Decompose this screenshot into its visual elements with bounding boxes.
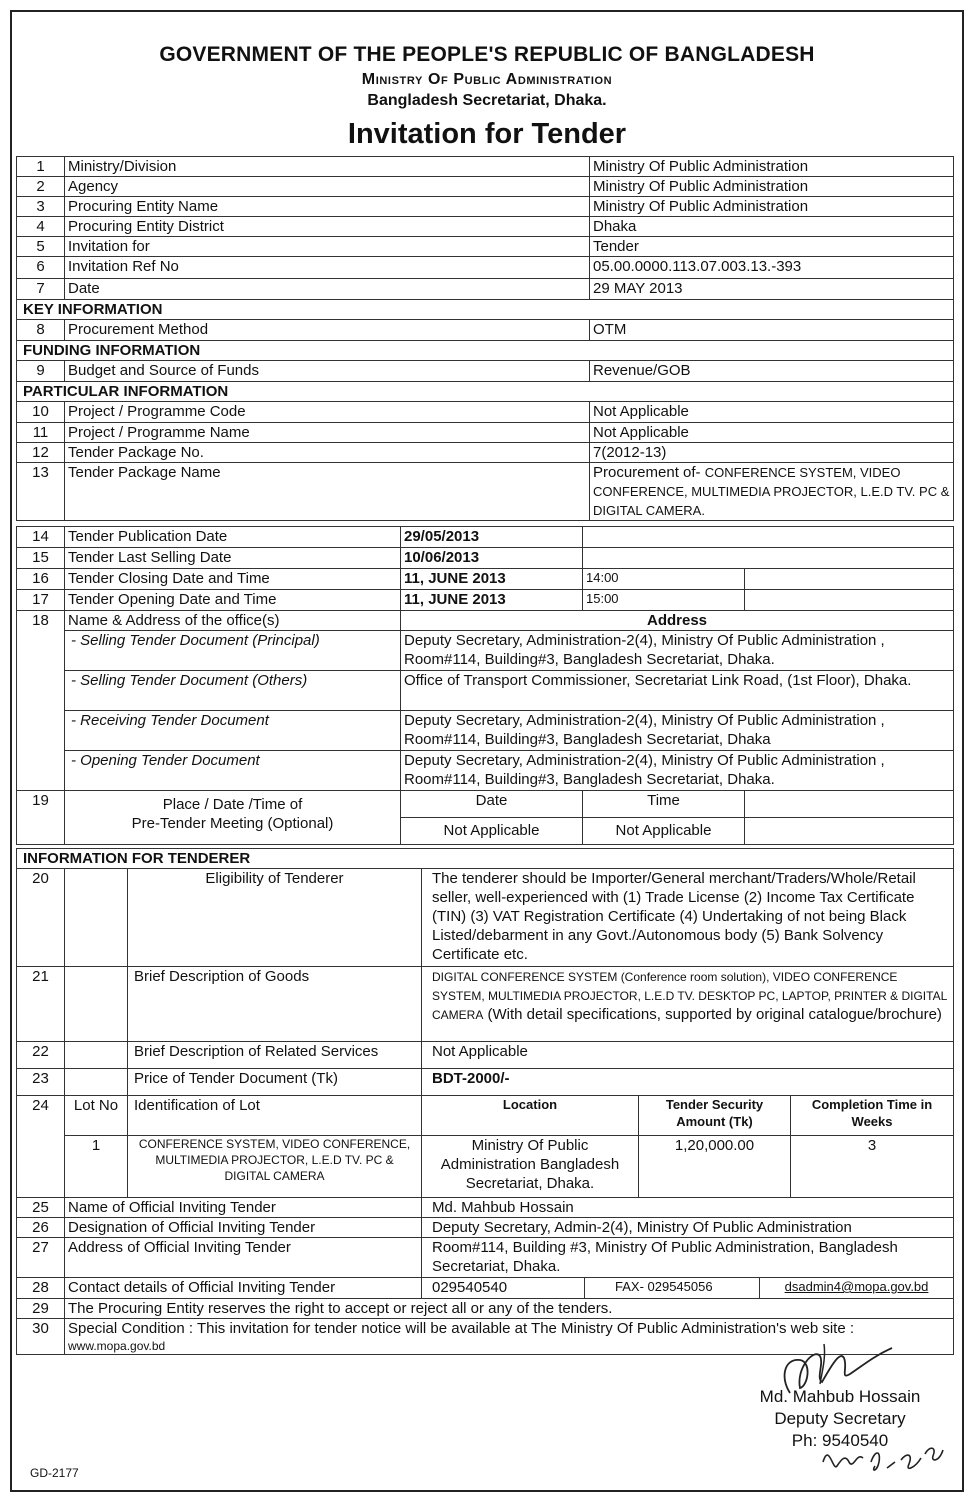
date-value: 10/06/2013	[401, 548, 583, 569]
field-value: Deputy Secretary, Admin-2(4), Ministry Of Public Administration	[422, 1218, 954, 1238]
address-header: Address	[401, 611, 954, 631]
table-row	[17, 590, 954, 611]
field-label: Project / Programme Name	[65, 423, 590, 443]
table-row	[17, 1042, 954, 1069]
field-value: OTM	[590, 320, 954, 341]
row-number: 2	[17, 177, 65, 197]
table-row	[17, 671, 954, 711]
contact-fax: FAX- 029545056	[585, 1278, 760, 1299]
field-label: Brief Description of Goods	[128, 967, 422, 1042]
row-number: 13	[17, 463, 65, 521]
lot-row	[17, 1136, 954, 1198]
lot-identification: CONFERENCE SYSTEM, VIDEO CONFERENCE, MULTIMEDIA PROJECTOR, L.E.D TV. PC & DIGITAL CAMERA	[128, 1136, 422, 1198]
table-row	[17, 157, 954, 177]
table-row	[17, 1238, 954, 1278]
field-label: Budget and Source of Funds	[65, 361, 590, 382]
row-number: 3	[17, 197, 65, 217]
signatory-name: Md. Mahbub Hossain	[759, 1387, 921, 1406]
field-label: Brief Description of Related Services	[128, 1042, 422, 1069]
field-label: Invitation Ref No	[65, 257, 590, 279]
field-label: Tender Last Selling Date	[65, 548, 401, 569]
row-number: 29	[17, 1299, 65, 1319]
row-number: 15	[17, 548, 65, 569]
field-label	[65, 791, 401, 845]
table-row	[17, 402, 954, 423]
row-number: 8	[17, 320, 65, 341]
section-row	[17, 300, 954, 320]
field-label: Contact details of Official Inviting Tender	[65, 1278, 422, 1299]
section-heading-funding: FUNDING INFORMATION	[17, 341, 954, 361]
office-address: Office of Transport Commissioner, Secretariat Link Road, (1st Floor), Dhaka.	[401, 671, 954, 711]
pre-tender-label-1: Place / Date /Time of	[162, 796, 303, 813]
row-number: 21	[17, 967, 65, 1042]
date-header: Date	[401, 791, 583, 818]
tenderer-table	[16, 848, 954, 1198]
row-number: 4	[17, 217, 65, 237]
table-row	[17, 217, 954, 237]
field-label: Procuring Entity District	[65, 217, 590, 237]
initials-mark	[815, 1432, 950, 1482]
field-label: Tender Opening Date and Time	[65, 590, 401, 611]
table-row	[17, 527, 954, 548]
table-row	[17, 1218, 954, 1238]
package-prefix: Procurement of-	[593, 464, 701, 481]
field-value: The tenderer should be Importer/General merchant/Traders/Whole/Retail seller, well-experienced with (1) Trade License (2) Income Tax Certificate (TIN) (3) VAT Registration Certificate (4) Undertaking of not being Black Listed/debarment in any Govt./Autonomous body (5) Bank Solvency Certificate etc.	[422, 869, 954, 967]
table-row	[17, 320, 954, 341]
office-address: Deputy Secretary, Administration-2(4), Ministry Of Public Administration , Room#114, Building#3, Bangladesh Secretariat, Dhaka.	[401, 631, 954, 671]
field-label: Date	[65, 279, 590, 300]
time-value: 14:00	[583, 569, 745, 590]
time-value: Not Applicable	[583, 818, 745, 845]
table-row	[17, 423, 954, 443]
row-number: 30	[17, 1319, 65, 1355]
field-value	[590, 463, 954, 521]
table-row	[17, 463, 954, 521]
government-heading: GOVERNMENT OF THE PEOPLE'S REPUBLIC OF BANGLADESH	[159, 43, 815, 66]
field-value: Not Applicable	[422, 1042, 954, 1069]
goods-list: DIGITAL CONFERENCE SYSTEM (Conference room solution), VIDEO CONFERENCE SYSTEM, MULTIMEDIA PROJECTOR, L.E.D TV. DESKTOP PC, LAPTOP, PRINTER & DIGITAL CAMERA	[432, 970, 947, 1022]
row-number: 18	[17, 611, 65, 631]
row-number: 9	[17, 361, 65, 382]
row-number: 17	[17, 590, 65, 611]
lot-no: 1	[65, 1136, 128, 1198]
field-label: Designation of Official Inviting Tender	[65, 1218, 422, 1238]
table-row	[17, 711, 954, 751]
field-value: Ministry Of Public Administration	[590, 177, 954, 197]
section-heading-tenderer: INFORMATION FOR TENDERER	[17, 849, 954, 869]
field-value: 7(2012-13)	[590, 443, 954, 463]
time-value: 15:00	[583, 590, 745, 611]
field-value: 05.00.0000.113.07.003.13.-393	[590, 257, 954, 279]
row-number: 25	[17, 1198, 65, 1218]
schedule-table	[16, 526, 954, 845]
table-row	[17, 869, 954, 967]
goods-note: (With detail specifications, supported by original catalogue/brochure)	[487, 1006, 942, 1023]
field-label: Address of Official Inviting Tender	[65, 1238, 422, 1278]
date-value: Not Applicable	[401, 818, 583, 845]
lot-security: 1,20,000.00	[639, 1136, 791, 1198]
table-row	[17, 1278, 954, 1299]
note-text: The Procuring Entity reserves the right to accept or reject all or any of the tenders.	[65, 1299, 954, 1319]
signatory-designation: Deputy Secretary	[774, 1409, 906, 1428]
section-row	[17, 849, 954, 869]
office-address: Deputy Secretary, Administration-2(4), Ministry Of Public Administration , Room#114, Building#3, Bangladesh Secretariat, Dhaka	[401, 711, 954, 751]
row-number: 20	[17, 869, 65, 967]
row-number: 19	[17, 791, 65, 845]
security-header: Tender Security Amount (Tk)	[639, 1096, 791, 1136]
empty-cell	[745, 569, 954, 590]
field-label: Tender Package Name	[65, 463, 590, 521]
lot-location: Ministry Of Public Administration Bangladesh Secretariat, Dhaka.	[422, 1136, 639, 1198]
field-value: Not Applicable	[590, 423, 954, 443]
field-label: Procurement Method	[65, 320, 590, 341]
row-number: 16	[17, 569, 65, 590]
ministry-heading: Ministry Of Public Administration	[361, 71, 613, 88]
field-label: Procuring Entity Name	[65, 197, 590, 217]
office-label: - Selling Tender Document (Principal)	[65, 631, 401, 671]
time-value	[583, 548, 954, 569]
row-number: 28	[17, 1278, 65, 1299]
lot-completion: 3	[791, 1136, 954, 1198]
field-value: Dhaka	[590, 217, 954, 237]
field-value: Room#114, Building #3, Ministry Of Public Administration, Bangladesh Secretariat, Dhaka.	[422, 1238, 954, 1278]
table-row	[17, 967, 954, 1042]
field-label: Name of Official Inviting Tender	[65, 1198, 422, 1218]
identification-header: Identification of Lot	[128, 1096, 422, 1136]
time-header: Time	[583, 791, 745, 818]
empty-cell	[745, 818, 954, 845]
field-value: 29 MAY 2013	[590, 279, 954, 300]
section-row	[17, 341, 954, 361]
field-value: Not Applicable	[590, 402, 954, 423]
row-number: 12	[17, 443, 65, 463]
table-row	[17, 751, 954, 791]
row-number: 1	[17, 157, 65, 177]
field-value: Tender	[590, 237, 954, 257]
office-label: - Selling Tender Document (Others)	[65, 671, 401, 711]
office-address: Deputy Secretary, Administration-2(4), Ministry Of Public Administration , Room#114, Building#3, Bangladesh Secretariat, Dhaka.	[401, 751, 954, 791]
field-label: Ministry/Division	[65, 157, 590, 177]
row-number: 7	[17, 279, 65, 300]
section-heading-particular: PARTICULAR INFORMATION	[17, 382, 954, 402]
row-number: 6	[17, 257, 65, 279]
office-label: - Opening Tender Document	[65, 751, 401, 791]
row-number: 22	[17, 1042, 65, 1069]
table-row	[17, 631, 954, 671]
table-row	[17, 197, 954, 217]
completion-header: Completion Time in Weeks	[791, 1096, 954, 1136]
field-label: Tender Closing Date and Time	[65, 569, 401, 590]
row-number: 5	[17, 237, 65, 257]
field-value: Md. Mahbub Hossain	[422, 1198, 954, 1218]
contact-email[interactable]: dsadmin4@mopa.gov.bd	[760, 1278, 954, 1299]
special-condition: Special Condition : This invitation for tender notice will be available at The Ministry Of Public Administration's web site :	[68, 1320, 855, 1337]
table-row	[17, 1198, 954, 1218]
field-label: Agency	[65, 177, 590, 197]
date-value: 11, JUNE 2013	[401, 590, 583, 611]
field-value	[422, 967, 954, 1042]
pre-tender-label-2: Pre-Tender Meeting (Optional)	[131, 815, 334, 832]
table-row	[17, 1096, 954, 1136]
field-label: Name & Address of the office(s)	[65, 611, 401, 631]
field-value: BDT-2000/-	[422, 1069, 954, 1096]
office-label: - Receiving Tender Document	[65, 711, 401, 751]
page-title: Invitation for Tender	[347, 118, 627, 150]
location-heading: Bangladesh Secretariat, Dhaka.	[367, 92, 607, 109]
field-value: Ministry Of Public Administration	[590, 157, 954, 177]
row-number: 14	[17, 527, 65, 548]
field-value: Revenue/GOB	[590, 361, 954, 382]
table-row	[17, 611, 954, 631]
table-row	[17, 1299, 954, 1319]
table-row	[17, 177, 954, 197]
package-name: CONFERENCE SYSTEM, VIDEO CONFERENCE, MULTIMEDIA PROJECTOR, L.E.D TV. PC & DIGITAL CAMERA.	[593, 465, 950, 518]
table-row	[17, 569, 954, 590]
footer-code: GD-2177	[30, 1466, 79, 1480]
table-row	[17, 443, 954, 463]
tender-info-table	[16, 156, 954, 521]
row-number: 27	[17, 1238, 65, 1278]
table-row	[17, 1069, 954, 1096]
table-row	[17, 237, 954, 257]
field-label: Tender Package No.	[65, 443, 590, 463]
table-row	[17, 791, 954, 818]
row-number: 23	[17, 1069, 65, 1096]
table-row	[17, 279, 954, 300]
lot-no-header: Lot No	[65, 1096, 128, 1136]
field-label: Price of Tender Document (Tk)	[128, 1069, 422, 1096]
location-header: Location	[422, 1096, 639, 1136]
date-value: 29/05/2013	[401, 527, 583, 548]
time-value	[583, 527, 954, 548]
field-label: Invitation for	[65, 237, 590, 257]
table-row	[17, 361, 954, 382]
signatory-phone: Ph: 9540540	[791, 1431, 889, 1450]
empty-cell	[745, 590, 954, 611]
section-heading-key: KEY INFORMATION	[17, 300, 954, 320]
website-link[interactable]: www.mopa.gov.bd	[68, 1339, 166, 1353]
row-number: 26	[17, 1218, 65, 1238]
table-row	[17, 257, 954, 279]
field-value: Ministry Of Public Administration	[590, 197, 954, 217]
row-number: 10	[17, 402, 65, 423]
section-row	[17, 382, 954, 402]
table-row	[17, 548, 954, 569]
date-value: 11, JUNE 2013	[401, 569, 583, 590]
field-label: Tender Publication Date	[65, 527, 401, 548]
field-label: Eligibility of Tenderer	[128, 869, 422, 967]
empty-cell	[745, 791, 954, 818]
official-table	[16, 1197, 954, 1355]
row-number: 24	[17, 1096, 65, 1198]
row-number: 11	[17, 423, 65, 443]
field-label: Project / Programme Code	[65, 402, 590, 423]
contact-phone: 029540540	[422, 1278, 585, 1299]
